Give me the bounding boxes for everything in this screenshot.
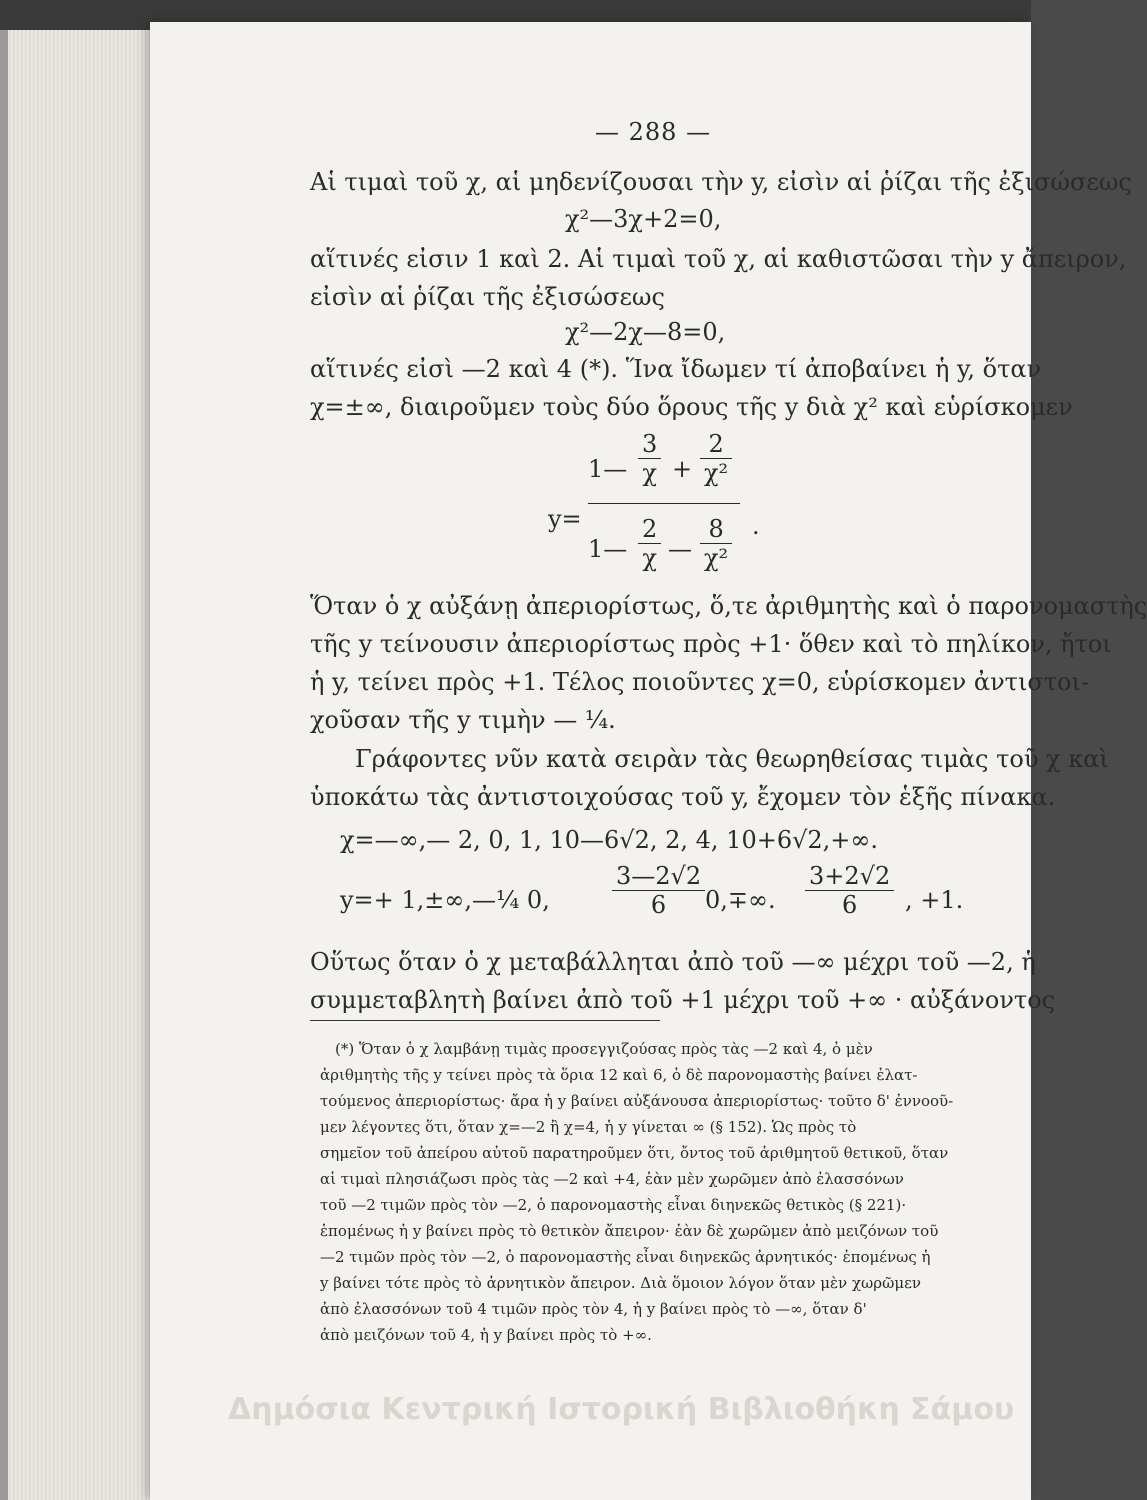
text-line: Οὕτως ὅταν ὁ χ μεταβάλληται ἀπὸ τοῦ —∞ μέχρι τοῦ —2, ἡ: [310, 948, 1036, 976]
text-line: Γράφοντες νῦν κατὰ σειρὰν τὰς θεωρηθείσας τιμὰς τοῦ χ καὶ: [355, 745, 1109, 773]
table-y-frac2-num: 3+2√2: [805, 862, 894, 891]
text-line: χοῦσαν τῆς y τιμὴν — ¼.: [310, 706, 616, 734]
eq3-bot-frac2-num: 8: [700, 515, 732, 544]
eq3-end: .: [752, 512, 760, 540]
eq3-top-frac1-den: χ: [642, 459, 657, 487]
text-line: αἵτινές εἰσὶ —2 καὶ 4 (*). Ἵνα ἴδωμεν τί ἀποβαίνει ἡ y, ὅταν: [310, 355, 1042, 383]
text-line: συμμεταβλητὴ βαίνει ἀπὸ τοῦ +1 μέχρι τοῦ +∞ · αὐξάνοντος: [310, 986, 1056, 1014]
equation-2: χ²—2χ—8=0,: [565, 318, 726, 346]
library-watermark: Δημόσια Κεντρική Ιστορική Βιβλιοθήκη Σάμου: [228, 1392, 1015, 1427]
footnote-line: y βαίνει τότε πρὸς τὸ ἀρνητικὸν ἄπειρον. Διὰ ὅμοιον λόγον ὅταν μὲν χωρῶμεν: [320, 1274, 921, 1292]
footnote-rule: [310, 1020, 660, 1021]
eq3-top-lead: 1—: [588, 455, 628, 483]
eq3-lhs: y=: [548, 505, 582, 533]
table-y-frac2-den: 6: [841, 891, 858, 919]
footnote-line: μεν λέγοντες ὅτι, ὅταν χ=—2 ἢ χ=4, ἡ y γίνεται ∞ (§ 152). Ὡς πρὸς τὸ: [320, 1118, 857, 1136]
eq3-bot-frac2-den: χ²: [704, 544, 729, 572]
footnote-line: σημεῖον τοῦ ἀπείρου αὐτοῦ παρατηροῦμεν ὅτι, ὄντος τοῦ ἀριθμητοῦ θετικοῦ, ὅταν: [320, 1144, 949, 1162]
book-spine-shadow: [0, 30, 8, 1500]
footnote-line: —2 τιμῶν πρὸς τὸν —2, ὁ παρονομαστὴς εἶναι διηνεκῶς ἀρνητικός· ἑπομένως ἡ: [320, 1248, 931, 1266]
table-y-frac2: [805, 862, 894, 919]
equation-1: χ²—3χ+2=0,: [565, 205, 722, 233]
footnote-line: (*) Ὅταν ὁ χ λαμβάνῃ τιμὰς προσεγγιζούσας πρὸς τὰς —2 καὶ 4, ὁ μὲν: [335, 1040, 873, 1058]
table-y-end: , +1.: [905, 886, 964, 914]
table-y-mid: 0,∓∞.: [705, 886, 776, 914]
text-line: Ὅταν ὁ χ αὐξάνῃ ἀπεριορίστως, ὅ,τε ἀριθμητὴς καὶ ὁ παρονομαστὴς: [310, 592, 1147, 620]
eq3-top-frac2: [700, 430, 732, 487]
eq3-main-bar: [588, 503, 740, 504]
footnote-line: τούμενος ἀπεριορίστως· ἄρα ἡ y βαίνει αὐξάνουσα ἀπεριορίστως· τοῦτο δ' ἐννοοῦ-: [320, 1092, 954, 1110]
footnote-line: ἀπὸ μειζόνων τοῦ 4, ἡ y βαίνει πρὸς τὸ +∞.: [320, 1326, 652, 1344]
text-line: αἵτινές εἰσιν 1 καὶ 2. Αἱ τιμαὶ τοῦ χ, αἱ καθιστῶσαι τὴν y ἄπειρον,: [310, 245, 1127, 273]
table-x-row: χ=—∞,— 2, 0, 1, 10—6√2, 2, 4, 10+6√2,+∞.: [340, 826, 879, 854]
text-line: ἡ y, τείνει πρὸς +1. Τέλος ποιοῦντες χ=0, εὑρίσκομεν ἀντιστοι-: [310, 668, 1089, 696]
page-number: — 288 —: [595, 118, 712, 146]
table-y-frac1: [612, 862, 705, 919]
footnote-line: ἀπὸ ἐλασσόνων τοῦ 4 τιμῶν πρὸς τὸν 4, ἡ y βαίνει πρὸς τὸ —∞, ὅταν δ': [320, 1300, 867, 1318]
eq3-top-plus: +: [672, 455, 693, 483]
footnote-line: ἑπομένως ἡ y βαίνει πρὸς τὸ θετικὸν ἄπειρον· ἐὰν δὲ χωρῶμεν ἀπὸ μειζόνων τοῦ: [320, 1222, 939, 1240]
table-y-frac1-den: 6: [650, 891, 667, 919]
footnote-line: ἀριθμητὴς τῆς y τείνει πρὸς τὰ ὅρια 12 καὶ 6, ὁ δὲ παρονομαστὴς βαίνει ἐλατ-: [320, 1066, 918, 1084]
text-line: ὑποκάτω τὰς ἀντιστοιχούσας τοῦ y, ἔχομεν τὸν ἑξῆς πίνακα.: [310, 783, 1056, 811]
eq3-top-frac2-den: χ²: [704, 459, 729, 487]
text-line: χ=±∞, διαιροῦμεν τοὺς δύο ὅρους τῆς y διὰ χ² καὶ εὑρίσκομεν: [310, 393, 1073, 421]
eq3-bot-lead: 1—: [588, 535, 628, 563]
eq3-bot-frac1-den: χ: [642, 544, 657, 572]
eq3-bot-frac2: [700, 515, 732, 572]
book-page-edges: [0, 30, 160, 1500]
eq3-bot-frac1: [638, 515, 661, 572]
eq3-top-frac1-num: 3: [638, 430, 661, 459]
table-y-start: y=+ 1,±∞,—¼ 0,: [340, 886, 550, 914]
table-y-frac1-num: 3—2√2: [612, 862, 705, 891]
footnote-line: τοῦ —2 τιμῶν πρὸς τὸν —2, ὁ παρονομαστὴς εἶναι διηνεκῶς θετικὸς (§ 221)·: [320, 1196, 907, 1214]
text-line: Αἱ τιμαὶ τοῦ χ, αἱ μηδενίζουσαι τὴν y, εἰσὶν αἱ ῥίζαι τῆς ἐξισώσεως: [310, 168, 1132, 196]
text-line: τῆς y τείνουσιν ἀπεριορίστως πρὸς +1· ὅθεν καὶ τὸ πηλίκον, ἤτοι: [310, 630, 1112, 658]
text-line: εἰσὶν αἱ ῥίζαι τῆς ἐξισώσεως: [310, 283, 665, 311]
eq3-bot-minus: —: [668, 535, 692, 563]
eq3-top-frac2-num: 2: [700, 430, 732, 459]
footnote-line: αἱ τιμαὶ πλησιάζωσι πρὸς τὰς —2 καὶ +4, ἐὰν μὲν χωρῶμεν ἀπὸ ἐλασσόνων: [320, 1170, 904, 1188]
eq3-top-frac1: [638, 430, 661, 487]
eq3-bot-frac1-num: 2: [638, 515, 661, 544]
